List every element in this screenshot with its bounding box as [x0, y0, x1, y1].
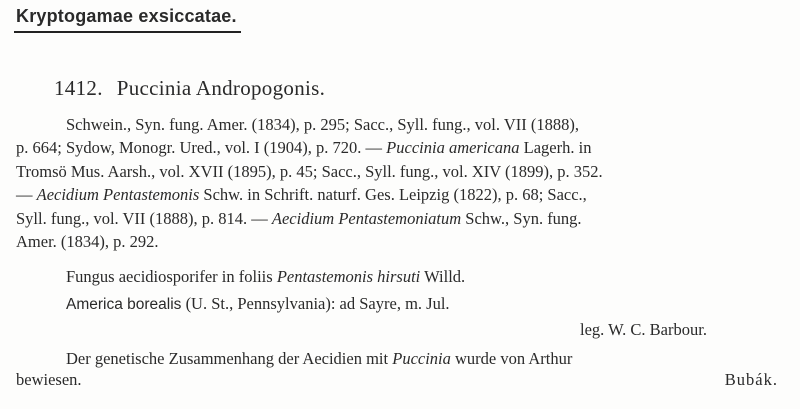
locality-text: [16, 292, 784, 316]
synonym-name: Aecidium Pentastemoniatum: [271, 208, 462, 228]
collection-header: Kryptogamae exsiccatae.: [14, 6, 241, 33]
entry-number: 1412.: [54, 76, 103, 100]
note-prefix: Der genetische Zusammenhang der Aecidien mit: [66, 349, 393, 368]
note-text: [16, 347, 784, 370]
habitat-prefix: Fungus aecidiosporifer in foliis: [66, 267, 277, 286]
synonymy-line-4: [16, 183, 784, 206]
synonymy-line-6: Amer. (1834), p. 292.: [16, 232, 159, 252]
note-line: [16, 347, 784, 370]
synonymy-text: Schw. in Schrift. naturf. Ges. Leipzig (1822), p. 68; Sacc.,: [199, 185, 587, 205]
synonymy-text: Schw., Syn. fung.: [461, 208, 582, 228]
closing-row: [16, 370, 778, 390]
synonymy-line-2: [16, 136, 784, 159]
synonymy-text: Lagerh. in: [519, 138, 592, 158]
locality-region: America borealis: [66, 296, 182, 313]
genus-name: Puccinia: [392, 349, 451, 368]
synonymy-line-5: [16, 207, 784, 230]
synonymy-line-3: Tromsö Mus. Aarsh., vol. XVII (1895), p. 45; Sacc., Syll. fung., vol. XIV (1899), p. 352.: [16, 161, 603, 181]
species-name: Puccinia Andropogonis.: [116, 76, 326, 100]
locality-detail: (U. St., Pennsylvania): ad Sayre, m. Jul.: [181, 294, 450, 313]
synonymy-text: Syll. fung., vol. VII (1888), p. 814. —: [16, 208, 272, 228]
synonym-name: Puccinia americana: [386, 138, 520, 158]
collector-line: leg. W. C. Barbour.: [580, 320, 707, 339]
synonymy-line-1: Schwein., Syn. fung. Amer. (1834), p. 295; Sacc., Syll. fung., vol. VII (1888),: [66, 115, 579, 134]
host-name: Pentastemonis hirsuti: [276, 267, 421, 286]
habitat-text: [16, 265, 784, 288]
locality-line: [16, 292, 784, 316]
synonymy-text: p. 664; Sydow, Monogr. Ured., vol. I (1904), p. 720. —: [16, 138, 387, 158]
note-line-2: bewiesen.: [16, 370, 82, 389]
synonym-name: Aecidium Pentastemonis: [36, 185, 200, 205]
note-suffix: wurde von Arthur: [450, 349, 573, 368]
habitat-line: [16, 265, 784, 288]
entry-title: [54, 76, 325, 101]
synonymy-block: [16, 113, 784, 253]
author-signature: Bubák.: [724, 370, 778, 389]
synonymy-text: —: [16, 185, 37, 205]
habitat-suffix: Willd.: [420, 267, 466, 286]
